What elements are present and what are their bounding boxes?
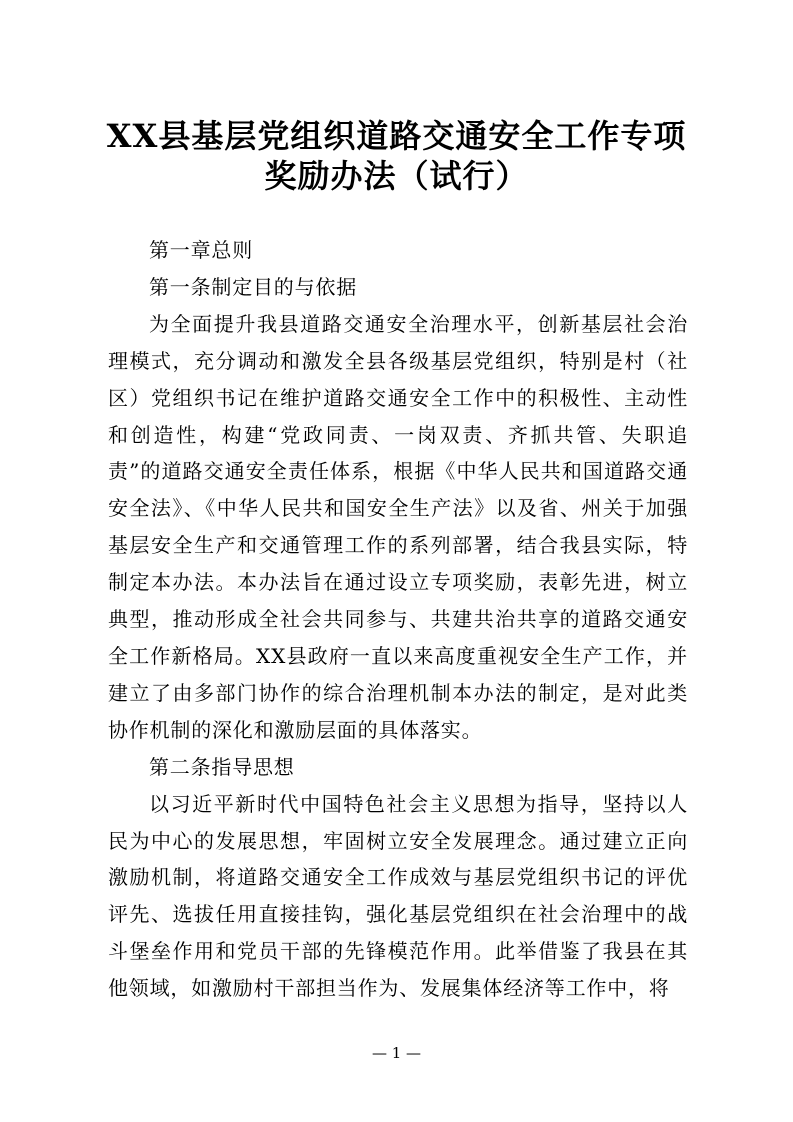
article-1-heading: 第一条制定目的与依据 (149, 274, 357, 299)
document-body (108, 232, 688, 1007)
document-title-line-1: XX县基层党组织道路交通安全工作专项 (106, 117, 687, 155)
chapter-heading: 第一章总则 (149, 238, 253, 262)
page-number: — 1 — (371, 1044, 422, 1062)
article-2-heading: 第二条指导思想 (149, 754, 295, 779)
article-1-paragraph: 为全面提升我县道路交通安全治理水平，创新基层社会治理模式，充分调动和激发全县各级基层党组织，特别是村（社区）党组织书记在维护道路交通安全工作中的积极性、主动性和创造性，构建“党政同责、一岗双责、齐抓共管、失职追责”的道路交通安全责任体系，根据《中华人民共和国道路交通安全法》、《中华人民共和国安全生产法》以及省、州关于加强基层安全生产和交通管理工作的系列部署，结合我县实际，特制定本办法。本办法旨在通过设立专项奖励，表彰先进，树立典型，推动形成全社会共同参与、共建共治共享的道路交通安全工作新格局。XX县政府一直以来高度重视安全生产工作，并建立了由多部门协作的综合治理机制本办法的制定，是对此类协作机制的深化和激励层面的具体落实。 (108, 311, 688, 742)
document-title-line-2: 奖励办法（试行） (264, 157, 529, 195)
article-2-paragraph: 以习近平新时代中国特色社会主义思想为指导，坚持以人民为中心的发展思想，牢固树立安全发展理念。通过建立正向激励机制，将道路交通安全工作成效与基层党组织书记的评优评先、选拔任用直接挂钩，强化基层党组织在社会治理中的战斗堡垒作用和党员干部的先锋模范作用。此举借鉴了我县在其他领域，如激励村干部担当作为、发展集体经济等工作中，将 (108, 791, 688, 1001)
